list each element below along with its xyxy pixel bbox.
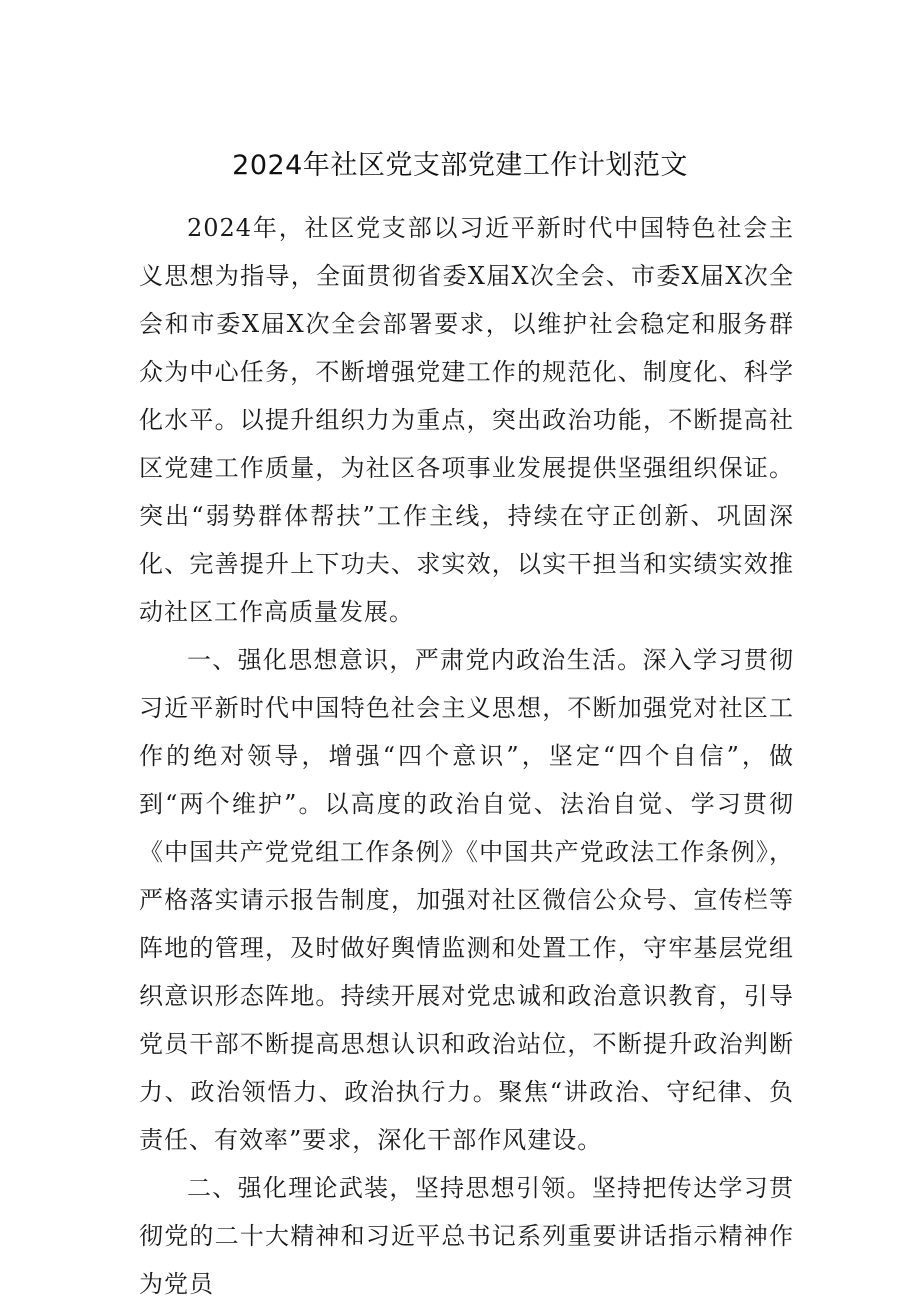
document-body [139, 204, 794, 1308]
document-title: 2024年社区党支部党建工作计划范文 [232, 150, 688, 181]
paragraph-section-2: 二、强化理论武装，坚持思想引领。坚持把传达学习贯彻党的二十大精神和习近平总书记系列重要讲话指示精神作为党员 [139, 1174, 794, 1298]
paragraph-intro: 2024年，社区党支部以习近平新时代中国特色社会主义思想为指导，全面贯彻省委X届X次全会、市委X届X次全会和市委X届X次全会部署要求，以维护社会稳定和服务群众为中心任务，不断增强党建工作的规范化、制度化、科学化水平。以提升组织力为重点，突出政治功能，不断提高社区党建工作质量，为社区各项事业发展提供坚强组织保证。突出“弱势群体帮扶”工作主线，持续在守正创新、巩固深化、完善提升上下功夫、求实效，以实干担当和实绩实效推动社区工作高质量发展。 [139, 214, 794, 626]
paragraph-section-1: 一、强化思想意识，严肃党内政治生活。深入学习贯彻习近平新时代中国特色社会主义思想，不断加强党对社区工作的绝对领导，增强“四个意识”，坚定“四个自信”，做到“两个维护”。以高度的政治自觉、法治自觉、学习贯彻《中国共产党党组工作条例》《中国共产党政法工作条例》，严格落实请示报告制度，加强对社区微信公众号、宣传栏等阵地的管理，及时做好舆情监测和处置工作，守牢基层党组织意识形态阵地。持续开展对党忠诚和政治意识教育，引导党员干部不断提高思想认识和政治站位，不断提升政治判断力、政治领悟力、政治执行力。聚焦“讲政治、守纪律、负责任、有效率”要求，深化干部作风建设。 [139, 646, 794, 1154]
